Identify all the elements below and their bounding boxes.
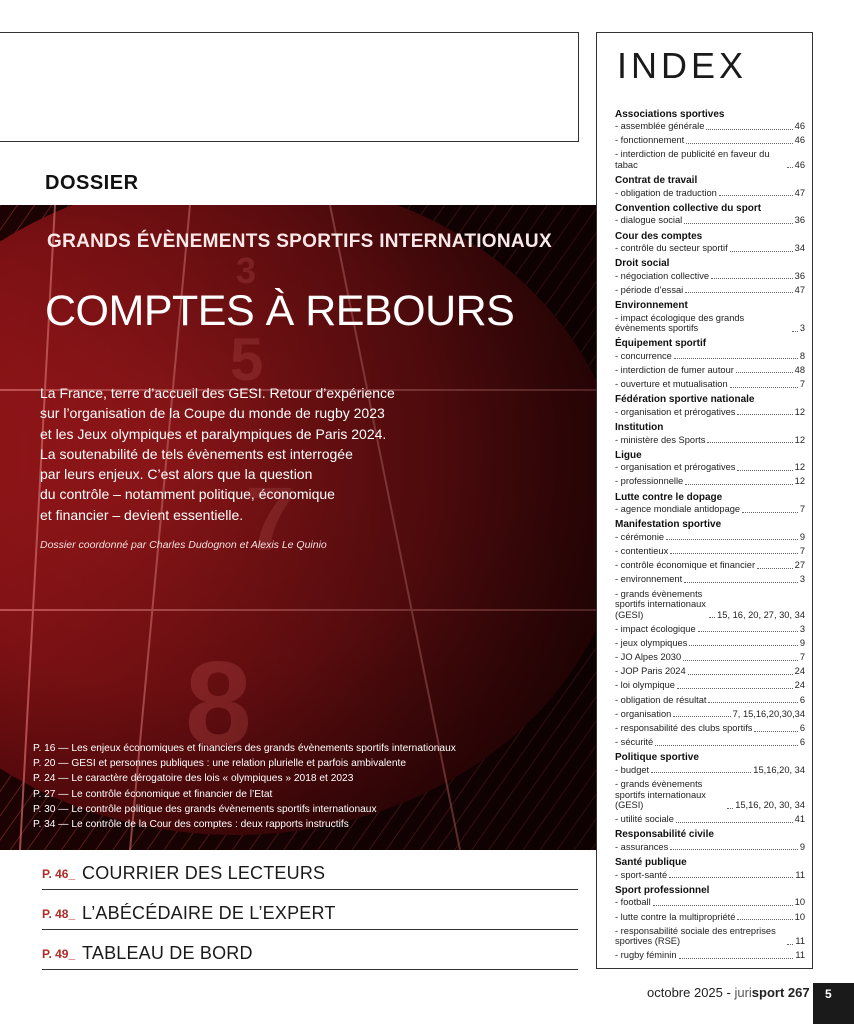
index-entry[interactable] (615, 950, 805, 961)
index-entry[interactable] (615, 638, 805, 649)
index-category: Sport professionnel (615, 884, 710, 896)
index-entry-label: - organisation et prérogatives (615, 406, 736, 417)
index-entry-page: 11 (795, 936, 805, 947)
lead-line: La France, terre d’accueil des GESI. Retour d’expérience (40, 385, 395, 401)
dot-leader (669, 877, 793, 878)
rubrique-page: P. 49_ (42, 947, 76, 961)
dot-leader (711, 278, 793, 279)
rubrique-abecedaire[interactable] (42, 898, 578, 930)
index-entry-label: - interdiction de publicité en faveur du tabac (615, 149, 770, 170)
dot-leader (707, 442, 792, 443)
index-entry[interactable] (615, 121, 805, 132)
dot-leader (709, 617, 715, 618)
index-entry[interactable] (615, 476, 805, 487)
lead-line: La soutenabilité de tels évènements est interrogée (40, 445, 353, 462)
index-entry[interactable] (615, 652, 805, 663)
index-entry-label: - ministère des Sports (615, 434, 706, 445)
index-entry[interactable] (615, 532, 805, 543)
index-entry-page: 7, 15,16,20,30,34 (732, 708, 805, 719)
index-entry-page: 10 (794, 897, 805, 908)
index-title: INDEX (617, 45, 748, 86)
dot-leader (757, 568, 793, 569)
index-entry-label: - JO Alpes 2030 (615, 652, 682, 663)
index-entry-label: - lutte contre la multipropriété (615, 911, 736, 922)
index-entry-label: - concurrence (615, 350, 672, 361)
dot-leader (685, 484, 792, 485)
index-entry[interactable] (615, 135, 805, 146)
dossier-toc (33, 741, 456, 832)
index-entry[interactable] (615, 765, 805, 776)
dot-leader (742, 512, 798, 513)
dot-leader (674, 358, 798, 359)
index-entry[interactable] (615, 666, 805, 677)
index-entry-label: - grands évènements sportifs internationaux (GESI) (615, 779, 706, 811)
index-entry-label: - contrôle du secteur sportif (615, 243, 728, 254)
dot-leader (677, 688, 793, 689)
index-entry-label: - responsabilité des clubs sportifs (615, 723, 753, 734)
index-entry-label: - dialogue social (615, 215, 683, 226)
index-category: Convention collective du sport (615, 202, 762, 214)
dot-leader (792, 331, 798, 332)
index-entry-label: - sécurité (615, 737, 654, 748)
index-entry-page: 47 (794, 284, 805, 295)
index-entry-label: - jeux olympiques (615, 637, 688, 648)
index-entry[interactable] (615, 870, 805, 881)
index-entry-page: 11 (795, 869, 805, 880)
dot-leader (737, 414, 792, 415)
toc-item[interactable]: P. 30 — Le contrôle politique des grands évènements sportifs internationaux (33, 803, 377, 815)
index-entry-page: 7 (799, 504, 805, 515)
dossier-hero (0, 205, 596, 850)
index-entry-page: 12 (794, 476, 805, 487)
index-entry[interactable] (615, 624, 805, 635)
index-entry-page: 47 (794, 187, 805, 198)
index-entry[interactable] (615, 695, 805, 706)
index-entry[interactable] (615, 589, 805, 621)
index-entry-label: - ouverture et mutualisation (615, 379, 728, 390)
dot-leader (754, 731, 797, 732)
index-entry-page: 3 (799, 623, 805, 634)
index-entry-page: 7 (799, 545, 805, 556)
dot-leader (730, 387, 798, 388)
index-entry-label: - contrôle économique et financier (615, 560, 756, 571)
index-entry[interactable] (615, 897, 805, 908)
dot-leader (683, 660, 798, 661)
dossier-kicker: GRANDS ÉVÈNEMENTS SPORTIFS INTERNATIONAUX (47, 231, 552, 252)
toc-item[interactable]: P. 27 — Le contrôle économique et financier de l’Etat (33, 788, 273, 800)
index-entry-page: 46 (794, 135, 805, 146)
index-entry-label: - utilité sociale (615, 814, 674, 825)
dot-leader (727, 808, 733, 809)
dot-leader (730, 251, 793, 252)
dossier-headline: COMPTES À REBOURS (45, 287, 515, 335)
index-entry-label: - football (615, 897, 651, 908)
index-entry-label: - impact écologique (615, 623, 696, 634)
rubrique-title: COURRIER DES LECTEURS (82, 863, 326, 883)
dot-leader (666, 539, 798, 540)
index-entry[interactable] (615, 842, 805, 853)
index-entry-label: - grands évènements sportifs internationaux (GESI) (615, 588, 706, 620)
index-entry-page: 15,16,20, 34 (753, 764, 805, 775)
index-entry[interactable] (615, 313, 805, 334)
dot-leader (684, 223, 792, 224)
dot-leader (676, 822, 793, 823)
index-entry-label: - JOP Paris 2024 (615, 666, 686, 677)
index-entry[interactable] (615, 723, 805, 734)
index-entry-label: - contentieux (615, 545, 669, 556)
brand-bold: sport (751, 985, 785, 1000)
rubrique-title: TABLEAU DE BORD (82, 943, 253, 963)
top-frame (0, 32, 579, 142)
toc-item[interactable]: P. 20 — GESI et personnes publiques : une relation plurielle et parfois ambivalente (33, 758, 407, 770)
index-entry-page: 27 (794, 560, 805, 571)
lead-line: et financier – devient essentielle. (40, 506, 244, 523)
dot-leader (787, 167, 793, 168)
toc-item[interactable]: P. 34 — Le contrôle de la Cour des comptes : deux rapports instructifs (33, 819, 349, 831)
brand-light: juri (734, 985, 752, 1000)
dossier-lead (40, 383, 430, 525)
toc-item[interactable]: P. 24 — Le caractère dérogatoire des lois « olympiques » 2018 et 2023 (33, 773, 354, 785)
dot-leader (684, 582, 798, 583)
lead-line: et les Jeux olympiques et paralympiques de Paris 2024. (40, 425, 387, 442)
index-entry-label: - agence mondiale antidopage (615, 504, 741, 515)
index-entry-page: 6 (799, 723, 805, 734)
dot-leader (686, 143, 792, 144)
index-entry-label: - professionnelle (615, 476, 684, 487)
index-entry-label: - interdiction de fumer autour (615, 364, 734, 375)
index-entry-page: 12 (794, 434, 805, 445)
index-entry-page: 6 (799, 694, 805, 705)
index-entry-label: - cérémonie (615, 531, 665, 542)
dot-leader (698, 631, 798, 632)
dot-leader (679, 958, 794, 959)
index-entry-page: 7 (799, 379, 805, 390)
toc-item[interactable]: P. 16 — Les enjeux économiques et financiers des grands évènements sportifs internationaux (33, 743, 456, 754)
dot-leader (719, 195, 793, 196)
index-entry-label: - sport-santé (615, 869, 668, 880)
index-entry-page: 34 (794, 243, 805, 254)
index-entry-label: - rugby féminin (615, 950, 677, 961)
rubrique-tableau[interactable] (42, 938, 578, 970)
index-entry-page: 12 (794, 406, 805, 417)
dot-leader (737, 919, 792, 920)
index-entry-label: - impact écologique des grands évènements sportifs (615, 312, 745, 334)
index-entry[interactable] (615, 285, 805, 296)
issue-number: 267 (787, 985, 810, 1000)
index-entry-page: 9 (799, 841, 805, 852)
issue-date: octobre 2025 - (647, 985, 735, 1000)
index-entry[interactable] (615, 435, 805, 446)
index-category: Associations sportives (615, 108, 725, 120)
dot-leader (787, 944, 793, 945)
index-entry-page: 24 (794, 680, 805, 691)
index-category: Cour des comptes (615, 230, 703, 242)
index-category: Politique sportive (615, 752, 699, 764)
lead-line: par leurs enjeux. C’est alors que la question (40, 466, 313, 483)
index-entry-label: - organisation et prérogatives (615, 462, 736, 473)
index-entry[interactable] (615, 737, 805, 748)
index-entry-page: 46 (794, 121, 805, 132)
index-entry[interactable] (615, 462, 805, 473)
index-entry[interactable] (615, 365, 805, 376)
page-number-badge: 5 (813, 983, 854, 1024)
index-entry[interactable] (615, 504, 805, 515)
lead-line: du contrôle – notamment politique, économique (40, 486, 335, 503)
index-entry-page: 9 (799, 637, 805, 648)
index-entry-label: - obligation de traduction (615, 187, 717, 198)
index-entry-page: 12 (794, 462, 805, 473)
index-entry[interactable] (615, 574, 805, 585)
index-entry-page: 9 (799, 531, 805, 542)
index-entry-label: - environnement (615, 574, 683, 585)
index-entry-label: - loi olympique (615, 680, 675, 691)
index-entry[interactable] (615, 709, 805, 720)
index-entry-page: 3 (799, 574, 805, 585)
rubrique-title: L’ABÉCÉDAIRE DE L’EXPERT (82, 903, 336, 923)
lead-line: sur l’organisation de la Coupe du monde de rugby 2023 (40, 405, 385, 422)
index-entry-label: - obligation de résultat (615, 694, 707, 705)
rubrique-page: P. 48_ (42, 907, 76, 921)
index-entry[interactable] (615, 379, 805, 390)
dossier-credit: Dossier coordonné par Charles Dudognon et Alexis Le Quinio (40, 539, 327, 551)
rubrique-courrier[interactable] (42, 858, 578, 890)
index-category: Droit social (615, 258, 670, 270)
page-footer (647, 985, 810, 1000)
index-entry[interactable] (615, 351, 805, 362)
index-entry-page: 41 (794, 814, 805, 825)
dot-leader (670, 849, 798, 850)
index-entry[interactable] (615, 814, 805, 825)
dot-leader (673, 716, 730, 717)
index-entry-page: 15,16, 20, 30, 34 (735, 800, 805, 811)
index-entry-label: - période d’essai (615, 284, 684, 295)
index-entry-page: 48 (794, 364, 805, 375)
index-entry-page: 36 (794, 270, 805, 281)
index-category: Ligue (615, 449, 642, 461)
index-entry[interactable] (615, 215, 805, 226)
index-entry-label: - négociation collective (615, 270, 710, 281)
index-category: Contrat de travail (615, 175, 698, 187)
index-entry[interactable] (615, 188, 805, 199)
index-entry-page: 10 (794, 911, 805, 922)
index-entry-page: 6 (799, 737, 805, 748)
index-entry-label: - responsabilité sociale des entreprises sportives (RSE) (615, 925, 776, 947)
index-entry[interactable] (615, 271, 805, 282)
dot-leader (685, 292, 792, 293)
dot-leader (655, 745, 798, 746)
index-category: Lutte contre le dopage (615, 491, 723, 503)
index-entry[interactable] (615, 243, 805, 254)
index-entry-label: - budget (615, 764, 650, 775)
index-category: Manifestation sportive (615, 519, 722, 531)
index-category: Fédération sportive nationale (615, 394, 755, 406)
dot-leader (708, 702, 797, 703)
index-entry-label: - assemblée générale (615, 121, 705, 132)
dot-leader (651, 772, 751, 773)
index-entry-page: 7 (799, 652, 805, 663)
index-category: Responsabilité civile (615, 829, 714, 841)
dot-leader (737, 470, 792, 471)
dot-leader (706, 129, 792, 130)
index-entry[interactable] (615, 149, 805, 170)
index-panel (596, 32, 813, 969)
index-entry-page: 8 (799, 350, 805, 361)
rubrique-page: P. 46_ (42, 867, 76, 881)
index-entry[interactable] (615, 546, 805, 557)
index-entry-label: - fonctionnement (615, 135, 685, 146)
index-entry-page: 11 (795, 950, 805, 961)
dot-leader (689, 645, 797, 646)
dot-leader (688, 674, 793, 675)
index-entry-page: 3 (799, 323, 805, 334)
index-category: Équipement sportif (615, 338, 707, 350)
index-entry[interactable] (615, 926, 805, 947)
index-entry-page: 24 (794, 666, 805, 677)
index-category: Institution (615, 422, 664, 434)
index-entry[interactable] (615, 779, 805, 811)
index-entry-page: 46 (794, 159, 805, 170)
index-entry-page: 36 (794, 215, 805, 226)
dot-leader (670, 553, 798, 554)
index-category: Environnement (615, 300, 688, 312)
section-label: DOSSIER (45, 172, 139, 194)
index-entry[interactable] (615, 680, 805, 691)
index-entry-page: 15, 16, 20, 27, 30, 34 (717, 609, 805, 620)
index-entry[interactable] (615, 912, 805, 923)
index-entry-label: - organisation (615, 708, 672, 719)
index-category: Santé publique (615, 857, 687, 869)
index-list (615, 106, 805, 965)
index-entry[interactable] (615, 407, 805, 418)
index-entry-label: - assurances (615, 841, 669, 852)
index-entry[interactable] (615, 560, 805, 571)
dot-leader (653, 905, 793, 906)
dot-leader (736, 372, 793, 373)
